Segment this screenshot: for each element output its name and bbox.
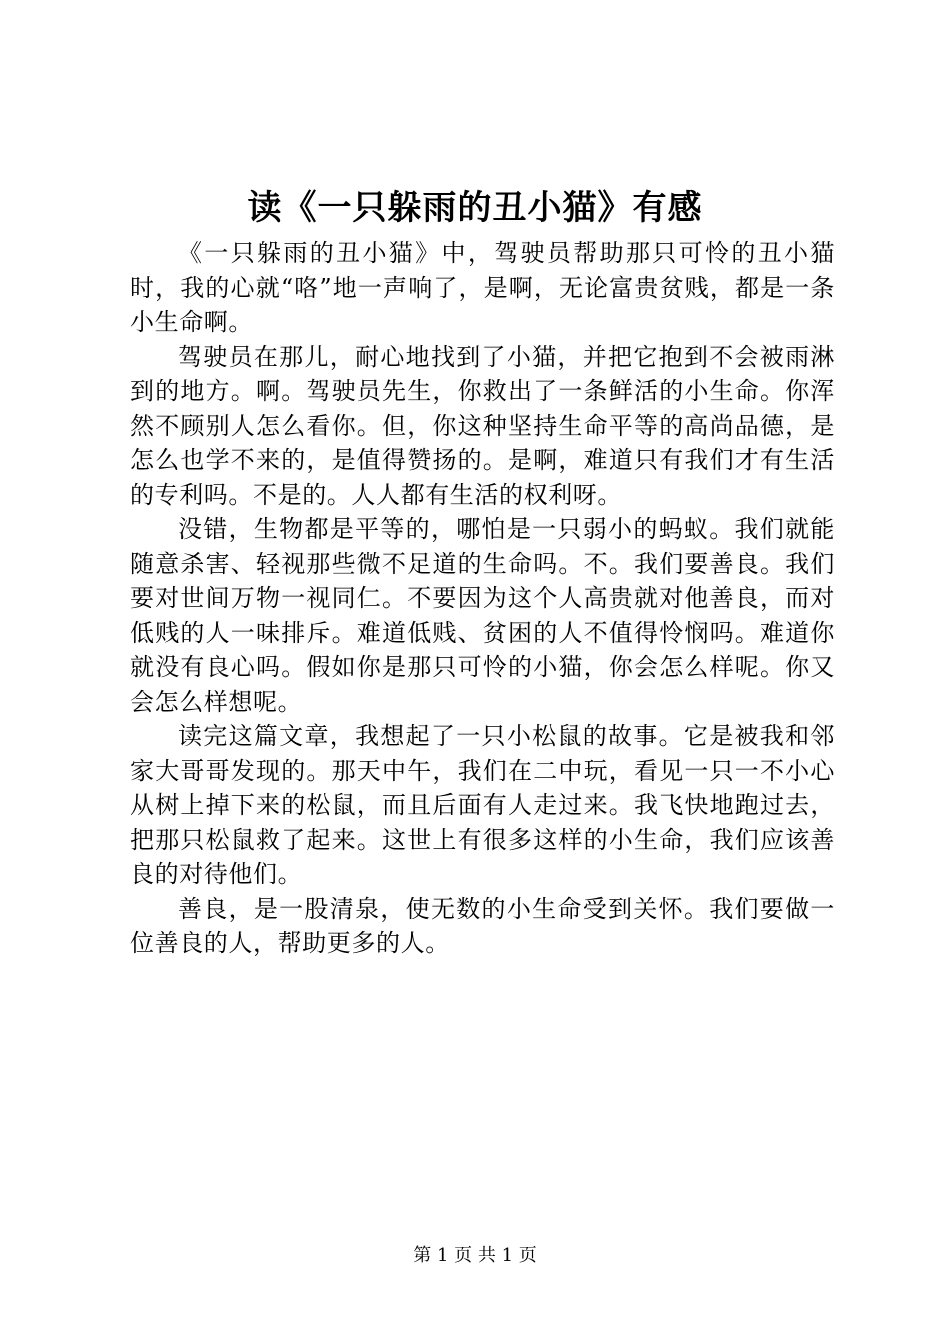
paragraph-4: 读完这篇文章，我想起了一只小松鼠的故事。它是被我和邻家大哥哥发现的。那天中午，我们在二中玩，看见一只一不小心从树上掉下来的松鼠，而且后面有人走过来。我飞快地跑过去，把那只松鼠救了起来。这世上有很多这样的小生命，我们应该善良的对待他们。 <box>130 722 835 888</box>
document-title: 读《一只躲雨的丑小猫》有感 <box>247 188 703 228</box>
paragraph-1: 《一只躲雨的丑小猫》中，驾驶员帮助那只可怜的丑小猫时，我的心就“咯”地一声响了，是啊，无论富贵贫贱，都是一条小生命啊。 <box>130 239 835 336</box>
paragraph-3: 没错，生物都是平等的，哪怕是一只弱小的蚂蚁。我们就能随意杀害、轻视那些微不足道的生命吗。不。我们要善良。我们要对世间万物一视同仁。不要因为这个人高贵就对他善良，而对低贱的人一味排斥。难道低贱、贫困的人不值得怜悯吗。难道你就没有良心吗。假如你是那只可怜的小猫，你会怎么样呢。你又会怎么样想呢。 <box>130 515 835 716</box>
page-number-footer: 第 1 页 共 1 页 <box>413 1245 537 1266</box>
paragraph-2: 驾驶员在那儿，耐心地找到了小猫，并把它抱到不会被雨淋到的地方。啊。驾驶员先生，你救出了一条鲜活的小生命。你浑然不顾别人怎么看你。但，你这种坚持生命平等的高尚品德，是怎么也学不来的，是值得赞扬的。是啊，难道只有我们才有生活的专利吗。不是的。人人都有生活的权利呀。 <box>130 342 835 509</box>
document-body <box>130 236 835 961</box>
paragraph-5: 善良，是一股清泉，使无数的小生命受到关怀。我们要做一位善良的人，帮助更多的人。 <box>130 894 835 957</box>
